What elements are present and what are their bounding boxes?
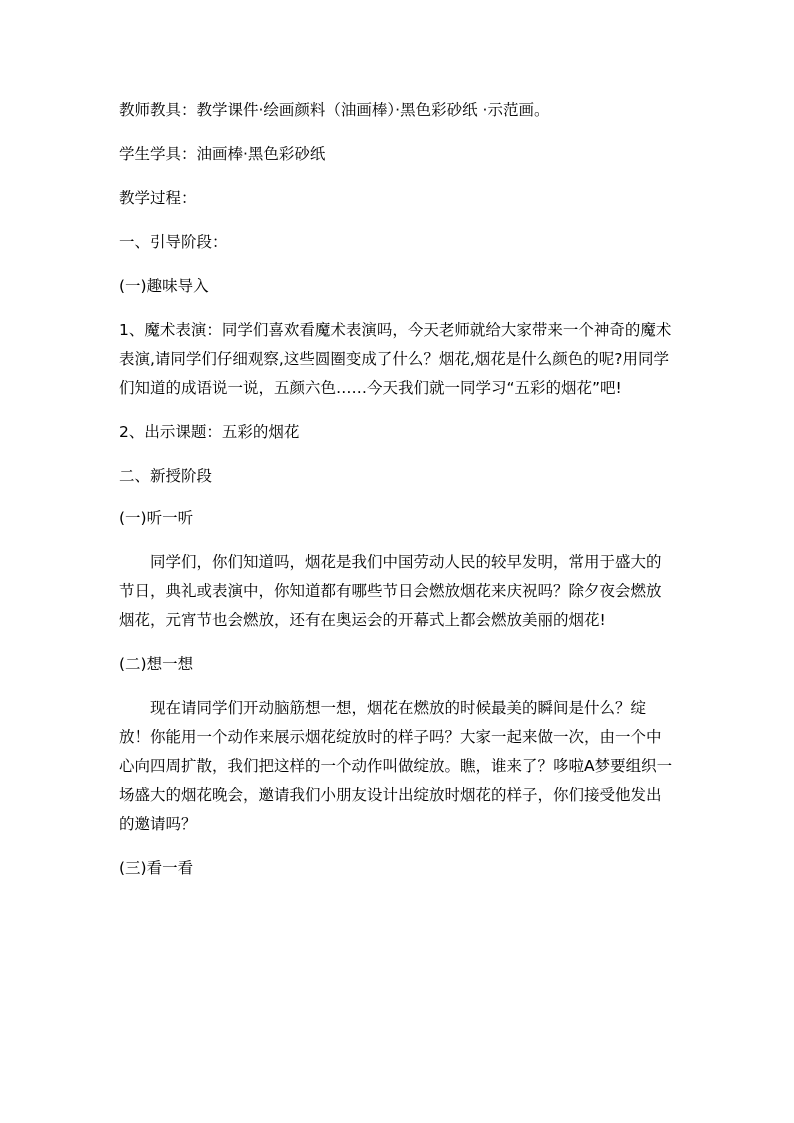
- subsection-heading-listen: (一)听一听: [119, 509, 194, 527]
- paragraph-think: 现在请同学们开动脑筋想一想，烟花在燃放的时候最美的瞬间是什么？绽放！你能用一个动作来展示烟花绽放时的样子吗？大家一起来做一次，由一个中心向四周扩散，我们把这样的一个动作叫做绽放。瞧，谁来了？哆啦A梦要组织一场盛大的烟花晚会，邀请我们小朋友设计出绽放时烟花的样子，你们接受他发出的邀请吗？: [119, 699, 673, 833]
- teacher-materials: 教师教具：教学课件·绘画颜料（油画棒）·黑色彩砂纸 ·示范画。: [119, 101, 550, 119]
- subsection-heading-think: (二)想一想: [119, 655, 194, 673]
- section-heading-guide: 一、引导阶段：: [119, 233, 228, 251]
- student-materials: 学生学具：油画棒·黑色彩砂纸: [119, 145, 326, 163]
- paragraph-magic-show: 1、魔术表演：同学们喜欢看魔术表演吗，今天老师就给大家带来一个神奇的魔术表演,请同学们仔细观察,这些圆圈变成了什么？烟花,烟花是什么颜色的呢?用同学们知道的成语说一说，五颜六色……今天我们就一同学习“五彩的烟花”吧!: [119, 321, 672, 397]
- paragraph-listen: 同学们，你们知道吗，烟花是我们中国劳动人民的较早发明，常用于盛大的节日，典礼或表演中，你知道都有哪些节日会燃放烟花来庆祝吗？除夕夜会燃放烟花，元宵节也会燃放，还有在奥运会的开幕式上都会燃放美丽的烟花!: [119, 553, 662, 629]
- subsection-heading-intro: (一)趣味导入: [119, 277, 209, 295]
- section-heading-new: 二、新授阶段: [119, 467, 213, 485]
- process-heading: 教学过程：: [119, 189, 197, 207]
- subsection-heading-look: (三)看一看: [119, 859, 194, 877]
- paragraph-topic: 2、出示课题：五彩的烟花: [119, 423, 300, 441]
- document-body: [119, 96, 675, 883]
